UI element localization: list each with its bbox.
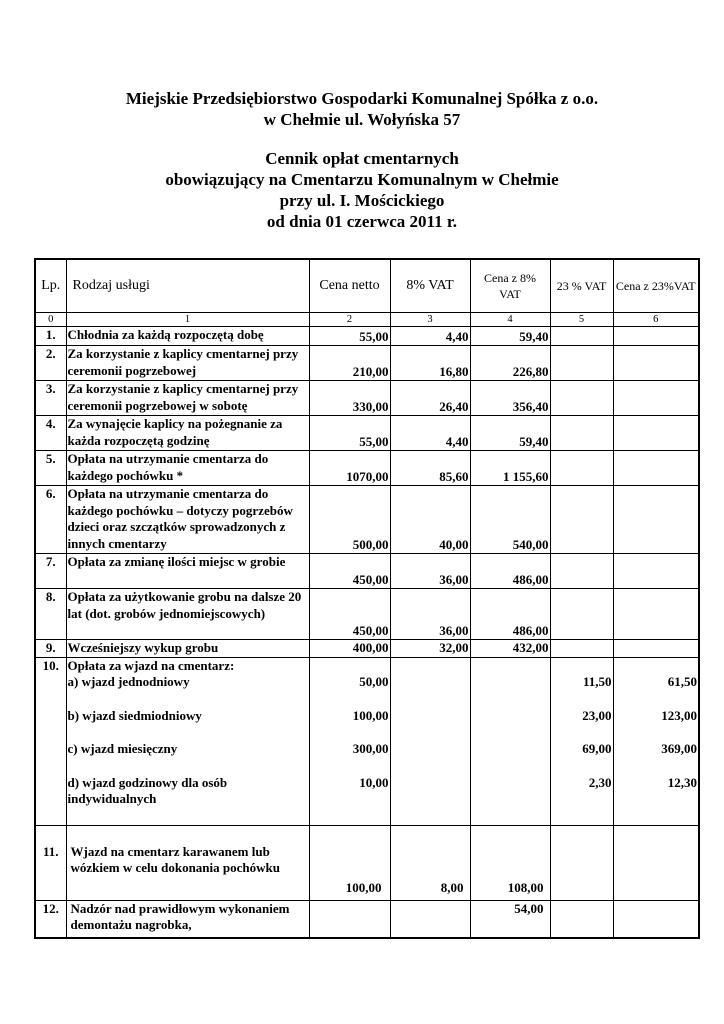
row-description: Opłata za użytkowanie grobu na dalsze 20 lat (dot. grobów jednomiejscowych) bbox=[66, 589, 309, 640]
row-price-vat23 bbox=[613, 346, 699, 381]
row-net-price: 330,00 bbox=[309, 381, 390, 416]
row-price-vat23 bbox=[613, 589, 699, 640]
company-name: Miejskie Przedsiębiorstwo Gospodarki Komunalnej Spółka z o.o. bbox=[125, 89, 599, 108]
row-price-vat23 bbox=[613, 825, 699, 900]
row-description: Opłata za zmianę ilości miejsc w grobie bbox=[66, 554, 309, 589]
row-vat8: 32,00 bbox=[390, 640, 470, 658]
row-net-price: 450,00 bbox=[309, 589, 390, 640]
row-vat8 bbox=[390, 657, 470, 825]
row-lp: 12. bbox=[35, 900, 66, 938]
row-lp: 8. bbox=[35, 589, 66, 640]
header-net-price: Cena netto bbox=[309, 259, 390, 313]
row-description bbox=[66, 657, 309, 825]
table-row bbox=[35, 900, 699, 938]
document-subtitle: obowiązujący na Cmentarzu Komunalnym w Chełmie bbox=[165, 170, 559, 189]
row-description: Za korzystanie z kaplicy cmentarnej przy ceremonii pogrzebowej bbox=[66, 346, 309, 381]
entry-fee-d-net: 10,00 bbox=[359, 774, 389, 790]
row-description: Chłodnia za każdą rozpoczętą dobę bbox=[66, 327, 309, 346]
row-vat8 bbox=[390, 900, 470, 938]
header-lp: Lp. bbox=[35, 259, 66, 313]
col-number: 3 bbox=[390, 313, 470, 327]
table-row bbox=[35, 346, 699, 381]
row-price-vat8: 108,00 bbox=[470, 825, 550, 900]
row-price-vat23 bbox=[613, 900, 699, 938]
row-vat23 bbox=[550, 327, 613, 346]
row-description: Opłata na utrzymanie cmentarza do każdego pochówku * bbox=[66, 451, 309, 486]
table-row bbox=[35, 451, 699, 486]
row-vat8: 4,40 bbox=[390, 416, 470, 451]
row-price-vat8: 54,00 bbox=[470, 900, 550, 938]
table-row bbox=[35, 554, 699, 589]
row-net-price: 400,00 bbox=[309, 640, 390, 658]
row-net-price: 55,00 bbox=[309, 416, 390, 451]
col-number: 2 bbox=[309, 313, 390, 327]
document-title: Cennik opłat cmentarnych bbox=[265, 149, 459, 168]
row-net-price: 450,00 bbox=[309, 554, 390, 589]
table-row bbox=[35, 825, 699, 900]
row-price-vat23 bbox=[613, 381, 699, 416]
effective-date: od dnia 01 czerwca 2011 r. bbox=[266, 212, 458, 231]
row-net-price: 55,00 bbox=[309, 327, 390, 346]
entry-fee-a: a) wjazd jednodniowy bbox=[67, 674, 190, 689]
cemetery-address: przy ul. I. Mościckiego bbox=[279, 191, 445, 210]
row-lp: 4. bbox=[35, 416, 66, 451]
row-vat23 bbox=[550, 640, 613, 658]
row-lp: 1. bbox=[35, 327, 66, 346]
row-vat8: 40,00 bbox=[390, 486, 470, 554]
row-price-vat8: 356,40 bbox=[470, 381, 550, 416]
row-description: Za korzystanie z kaplicy cmentarnej przy ceremonii pogrzebowej w sobotę bbox=[66, 381, 309, 416]
entry-fee-b-price23: 123,00 bbox=[661, 707, 697, 723]
row-vat23 bbox=[550, 416, 613, 451]
row-price-vat8: 59,40 bbox=[470, 327, 550, 346]
entry-fee-a-net: 50,00 bbox=[359, 674, 389, 689]
row-vat8: 8,00 bbox=[390, 825, 470, 900]
entry-fee-c-price23: 369,00 bbox=[661, 741, 697, 756]
row-vat8: 36,00 bbox=[390, 554, 470, 589]
row-lp: 6. bbox=[35, 486, 66, 554]
table-row bbox=[35, 640, 699, 658]
row-lp: 2. bbox=[35, 346, 66, 381]
row-lp: 7. bbox=[35, 554, 66, 589]
entry-fee-c: c) wjazd miesięczny bbox=[67, 741, 178, 756]
row-price-vat23 bbox=[613, 640, 699, 658]
row-price-vat8: 1 155,60 bbox=[470, 451, 550, 486]
row-price-vat23 bbox=[613, 486, 699, 554]
row-vat8: 85,60 bbox=[390, 451, 470, 486]
entry-fee-title: Opłata za wjazd na cmentarz: bbox=[67, 657, 235, 673]
header-price-vat23: Cena z 23%VAT bbox=[613, 259, 699, 313]
row-price-vat8: 226,80 bbox=[470, 346, 550, 381]
row-vat23 bbox=[550, 451, 613, 486]
row-net-price bbox=[309, 900, 390, 938]
entry-fee-a-price23: 61,50 bbox=[667, 674, 697, 689]
row-description: Wjazd na cmentarz karawanem lub wózkiem w celu dokonania pochówku bbox=[66, 825, 309, 900]
row-price-vat8: 540,00 bbox=[470, 486, 550, 554]
row-price-vat23 bbox=[613, 416, 699, 451]
row-vat23 bbox=[550, 657, 613, 825]
header-vat8: 8% VAT bbox=[390, 259, 470, 313]
row-price-vat23 bbox=[613, 554, 699, 589]
table-row bbox=[35, 486, 699, 554]
row-vat8: 16,80 bbox=[390, 346, 470, 381]
entry-fee-d-price23: 12,30 bbox=[667, 774, 697, 790]
entry-fee-c-vat23: 69,00 bbox=[582, 741, 612, 756]
row-price-vat8: 486,00 bbox=[470, 589, 550, 640]
table-row bbox=[35, 589, 699, 640]
row-description: Nadzór nad prawidłowym wykonaniem demontażu nagrobka, bbox=[66, 900, 309, 938]
entry-fee-b-net: 100,00 bbox=[352, 707, 389, 723]
entry-fee-d: d) wjazd godzinowy dla osób indywidualnych bbox=[67, 774, 228, 806]
row-vat8: 36,00 bbox=[390, 589, 470, 640]
header-vat23: 23 % VAT bbox=[550, 259, 613, 313]
table-header-row bbox=[35, 259, 699, 313]
row-vat23 bbox=[550, 554, 613, 589]
row-description: Wcześniejszy wykup grobu bbox=[66, 640, 309, 658]
table-row bbox=[35, 381, 699, 416]
row-vat8: 4,40 bbox=[390, 327, 470, 346]
table-row-entry-fees bbox=[35, 657, 699, 825]
col-number: 1 bbox=[66, 313, 309, 327]
row-price-vat8: 432,00 bbox=[470, 640, 550, 658]
row-net-price: 500,00 bbox=[309, 486, 390, 554]
row-description: Za wynajęcie kaplicy na pożegnanie za każda rozpoczętą godzinę bbox=[66, 416, 309, 451]
row-vat23 bbox=[550, 825, 613, 900]
row-net-price bbox=[309, 657, 390, 825]
row-price-vat8: 486,00 bbox=[470, 554, 550, 589]
col-number: 0 bbox=[35, 313, 66, 327]
company-address: w Chełmie ul. Wołyńska 57 bbox=[263, 110, 461, 129]
row-net-price: 1070,00 bbox=[309, 451, 390, 486]
entry-fee-c-net: 300,00 bbox=[352, 741, 389, 756]
row-vat23 bbox=[550, 486, 613, 554]
row-lp: 11. bbox=[35, 825, 66, 900]
row-lp: 10. bbox=[35, 657, 66, 825]
row-price-vat23 bbox=[613, 327, 699, 346]
col-number: 6 bbox=[613, 313, 699, 327]
row-price-vat23 bbox=[613, 657, 699, 825]
entry-fee-a-vat23: 11,50 bbox=[582, 674, 612, 689]
header-service: Rodzaj usługi bbox=[66, 259, 309, 313]
row-lp: 5. bbox=[35, 451, 66, 486]
row-lp: 3. bbox=[35, 381, 66, 416]
row-price-vat8: 59,40 bbox=[470, 416, 550, 451]
row-vat8: 26,40 bbox=[390, 381, 470, 416]
price-table bbox=[34, 258, 700, 939]
row-price-vat8 bbox=[470, 657, 550, 825]
row-vat23 bbox=[550, 346, 613, 381]
row-vat23 bbox=[550, 589, 613, 640]
column-number-row bbox=[35, 313, 699, 327]
row-lp: 9. bbox=[35, 640, 66, 658]
entry-fee-b-vat23: 23,00 bbox=[582, 707, 612, 723]
header-price-vat8: Cena z 8% VAT bbox=[470, 259, 550, 313]
row-description: Opłata na utrzymanie cmentarza do każdego pochówku – dotyczy pogrzebów dzieci oraz szczątków sprowadzonych z innych cmentarzy bbox=[66, 486, 309, 554]
entry-fee-d-vat23: 2,30 bbox=[588, 774, 612, 790]
row-net-price: 100,00 bbox=[309, 825, 390, 900]
table-row bbox=[35, 327, 699, 346]
row-net-price: 210,00 bbox=[309, 346, 390, 381]
col-number: 5 bbox=[550, 313, 613, 327]
row-vat23 bbox=[550, 381, 613, 416]
table-row bbox=[35, 416, 699, 451]
row-vat23 bbox=[550, 900, 613, 938]
row-price-vat23 bbox=[613, 451, 699, 486]
entry-fee-b: b) wjazd siedmiodniowy bbox=[67, 707, 202, 723]
col-number: 4 bbox=[470, 313, 550, 327]
document-header bbox=[0, 88, 724, 232]
